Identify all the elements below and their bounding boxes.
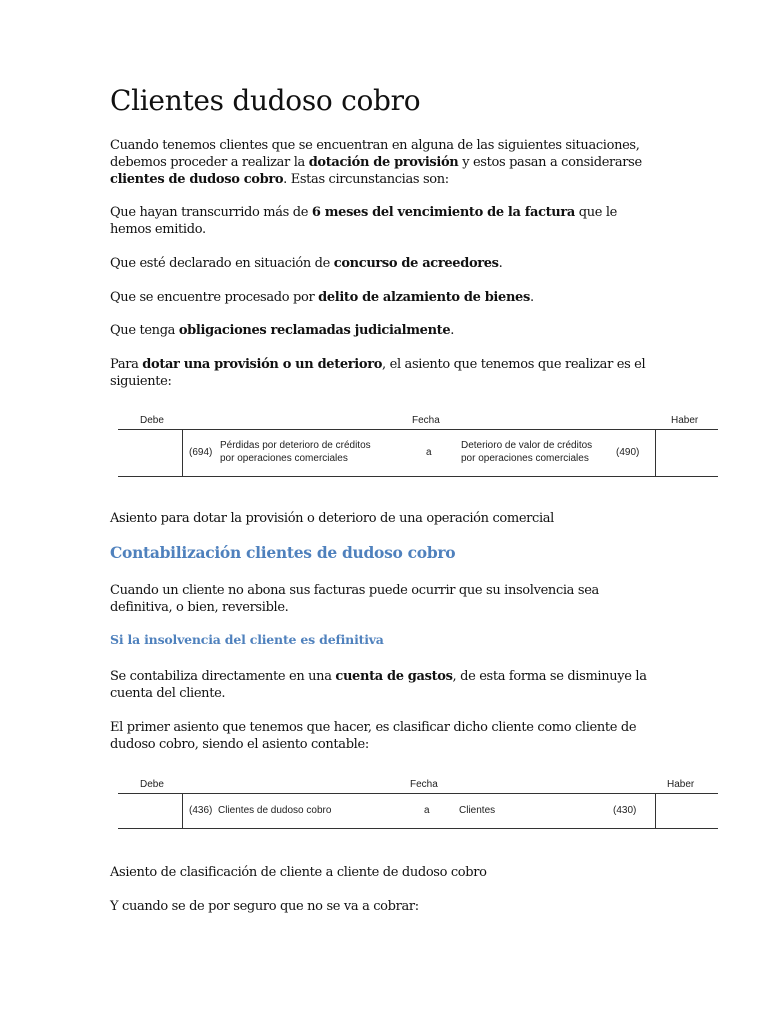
intro-bold-2: clientes de dudoso cobro	[110, 172, 284, 187]
debit-account-code: (436)	[189, 805, 213, 816]
cond2-text-1: Que esté declarado en situación de	[110, 256, 334, 271]
cond3-text-1: Que se encuentre procesado por	[110, 290, 319, 305]
cond2-text-2: .	[498, 256, 503, 271]
cond2-bold: concurso de acreedores	[333, 256, 499, 271]
debit-account-code: (694)	[189, 447, 213, 458]
intro-paragraph	[110, 137, 655, 188]
gastos-text-2: , de esta forma se disminuye la cuenta del cliente.	[110, 669, 647, 701]
journal-entry-provision	[118, 415, 718, 477]
entry-inner-cell	[182, 430, 656, 476]
cond3-bold: delito de alzamiento de bienes	[318, 290, 530, 305]
debit-account-line-1: Pérdidas por deterioro de créditos	[220, 440, 371, 451]
entry-header	[118, 415, 718, 429]
entry-header	[118, 779, 718, 793]
dotar-paragraph	[110, 356, 655, 390]
dotar-text-1: Para	[110, 357, 143, 372]
debit-account-label: Clientes de dudoso cobro	[218, 805, 332, 816]
gastos-bold: cuenta de gastos	[335, 669, 453, 684]
condition-1	[110, 204, 655, 238]
haber-label: Haber	[667, 779, 695, 790]
fecha-label: Fecha	[412, 415, 440, 426]
condition-3	[110, 289, 655, 306]
page-title: Clientes dudoso cobro	[110, 84, 421, 117]
cond1-text-2: que le hemos emitido.	[110, 205, 618, 237]
cond4-text-1: Que tenga	[110, 323, 179, 338]
dotar-text-2: , el asiento que tenemos que realizar es el siguiente:	[110, 357, 646, 389]
credit-account-label: Clientes	[459, 805, 496, 816]
intro-bold-1: dotación de provisión	[308, 155, 459, 170]
debe-label: Debe	[140, 415, 164, 426]
cond4-text-2: .	[450, 323, 455, 338]
intro-text-2: y estos pasan a considerarse	[458, 155, 642, 170]
credit-account-code: (430)	[613, 805, 637, 816]
primer-asiento-paragraph: El primer asiento que tenemos que hacer, es clasificar dicho cliente como cliente de dudoso cobro, siendo el asiento contable:	[110, 720, 637, 752]
credit-account-code: (490)	[616, 447, 640, 458]
dotar-bold: dotar una provisión o un deterioro	[142, 357, 383, 372]
entry-box	[118, 793, 718, 829]
subsection-heading-definitiva: Si la insolvencia del cliente es definitiva	[110, 632, 384, 647]
a-connector: a	[424, 805, 430, 816]
gastos-paragraph	[110, 668, 655, 702]
debit-account-line-2: por operaciones comerciales	[220, 453, 348, 464]
caption-entry-2: Asiento de clasificación de cliente a cliente de dudoso cobro	[110, 865, 487, 880]
credit-account-line-2: por operaciones comerciales	[461, 453, 589, 464]
cond4-bold: obligaciones reclamadas judicialmente	[178, 323, 451, 338]
cond1-bold: 6 meses del vencimiento de la factura	[311, 205, 575, 220]
intro-text-3: . Estas circunstancias son:	[283, 172, 449, 187]
caption-entry-1: Asiento para dotar la provisión o deterioro de una operación comercial	[110, 511, 554, 526]
final-paragraph: Y cuando se de por seguro que no se va a cobrar:	[110, 899, 419, 914]
journal-entry-classification	[118, 779, 718, 829]
insolvencia-paragraph: Cuando un cliente no abona sus facturas puede ocurrir que su insolvencia sea definitiva, o bien, reversible.	[110, 583, 599, 615]
entry-box	[118, 429, 718, 477]
intro-text-1: Cuando tenemos clientes que se encuentran en alguna de las siguientes situaciones, debemos proceder a realizar la	[110, 138, 640, 170]
cond1-text-1: Que hayan transcurrido más de	[110, 205, 312, 220]
debe-label: Debe	[140, 779, 164, 790]
haber-label: Haber	[671, 415, 699, 426]
fecha-label: Fecha	[410, 779, 438, 790]
credit-account-line-1: Deterioro de valor de créditos	[461, 440, 593, 451]
a-connector: a	[426, 447, 432, 458]
gastos-text-1: Se contabiliza directamente en una	[110, 669, 336, 684]
section-heading-contabilizacion: Contabilización clientes de dudoso cobro	[110, 543, 456, 562]
entry-inner-cell	[182, 794, 656, 828]
condition-4	[110, 322, 655, 339]
cond3-text-2: .	[529, 290, 534, 305]
condition-2	[110, 255, 655, 272]
